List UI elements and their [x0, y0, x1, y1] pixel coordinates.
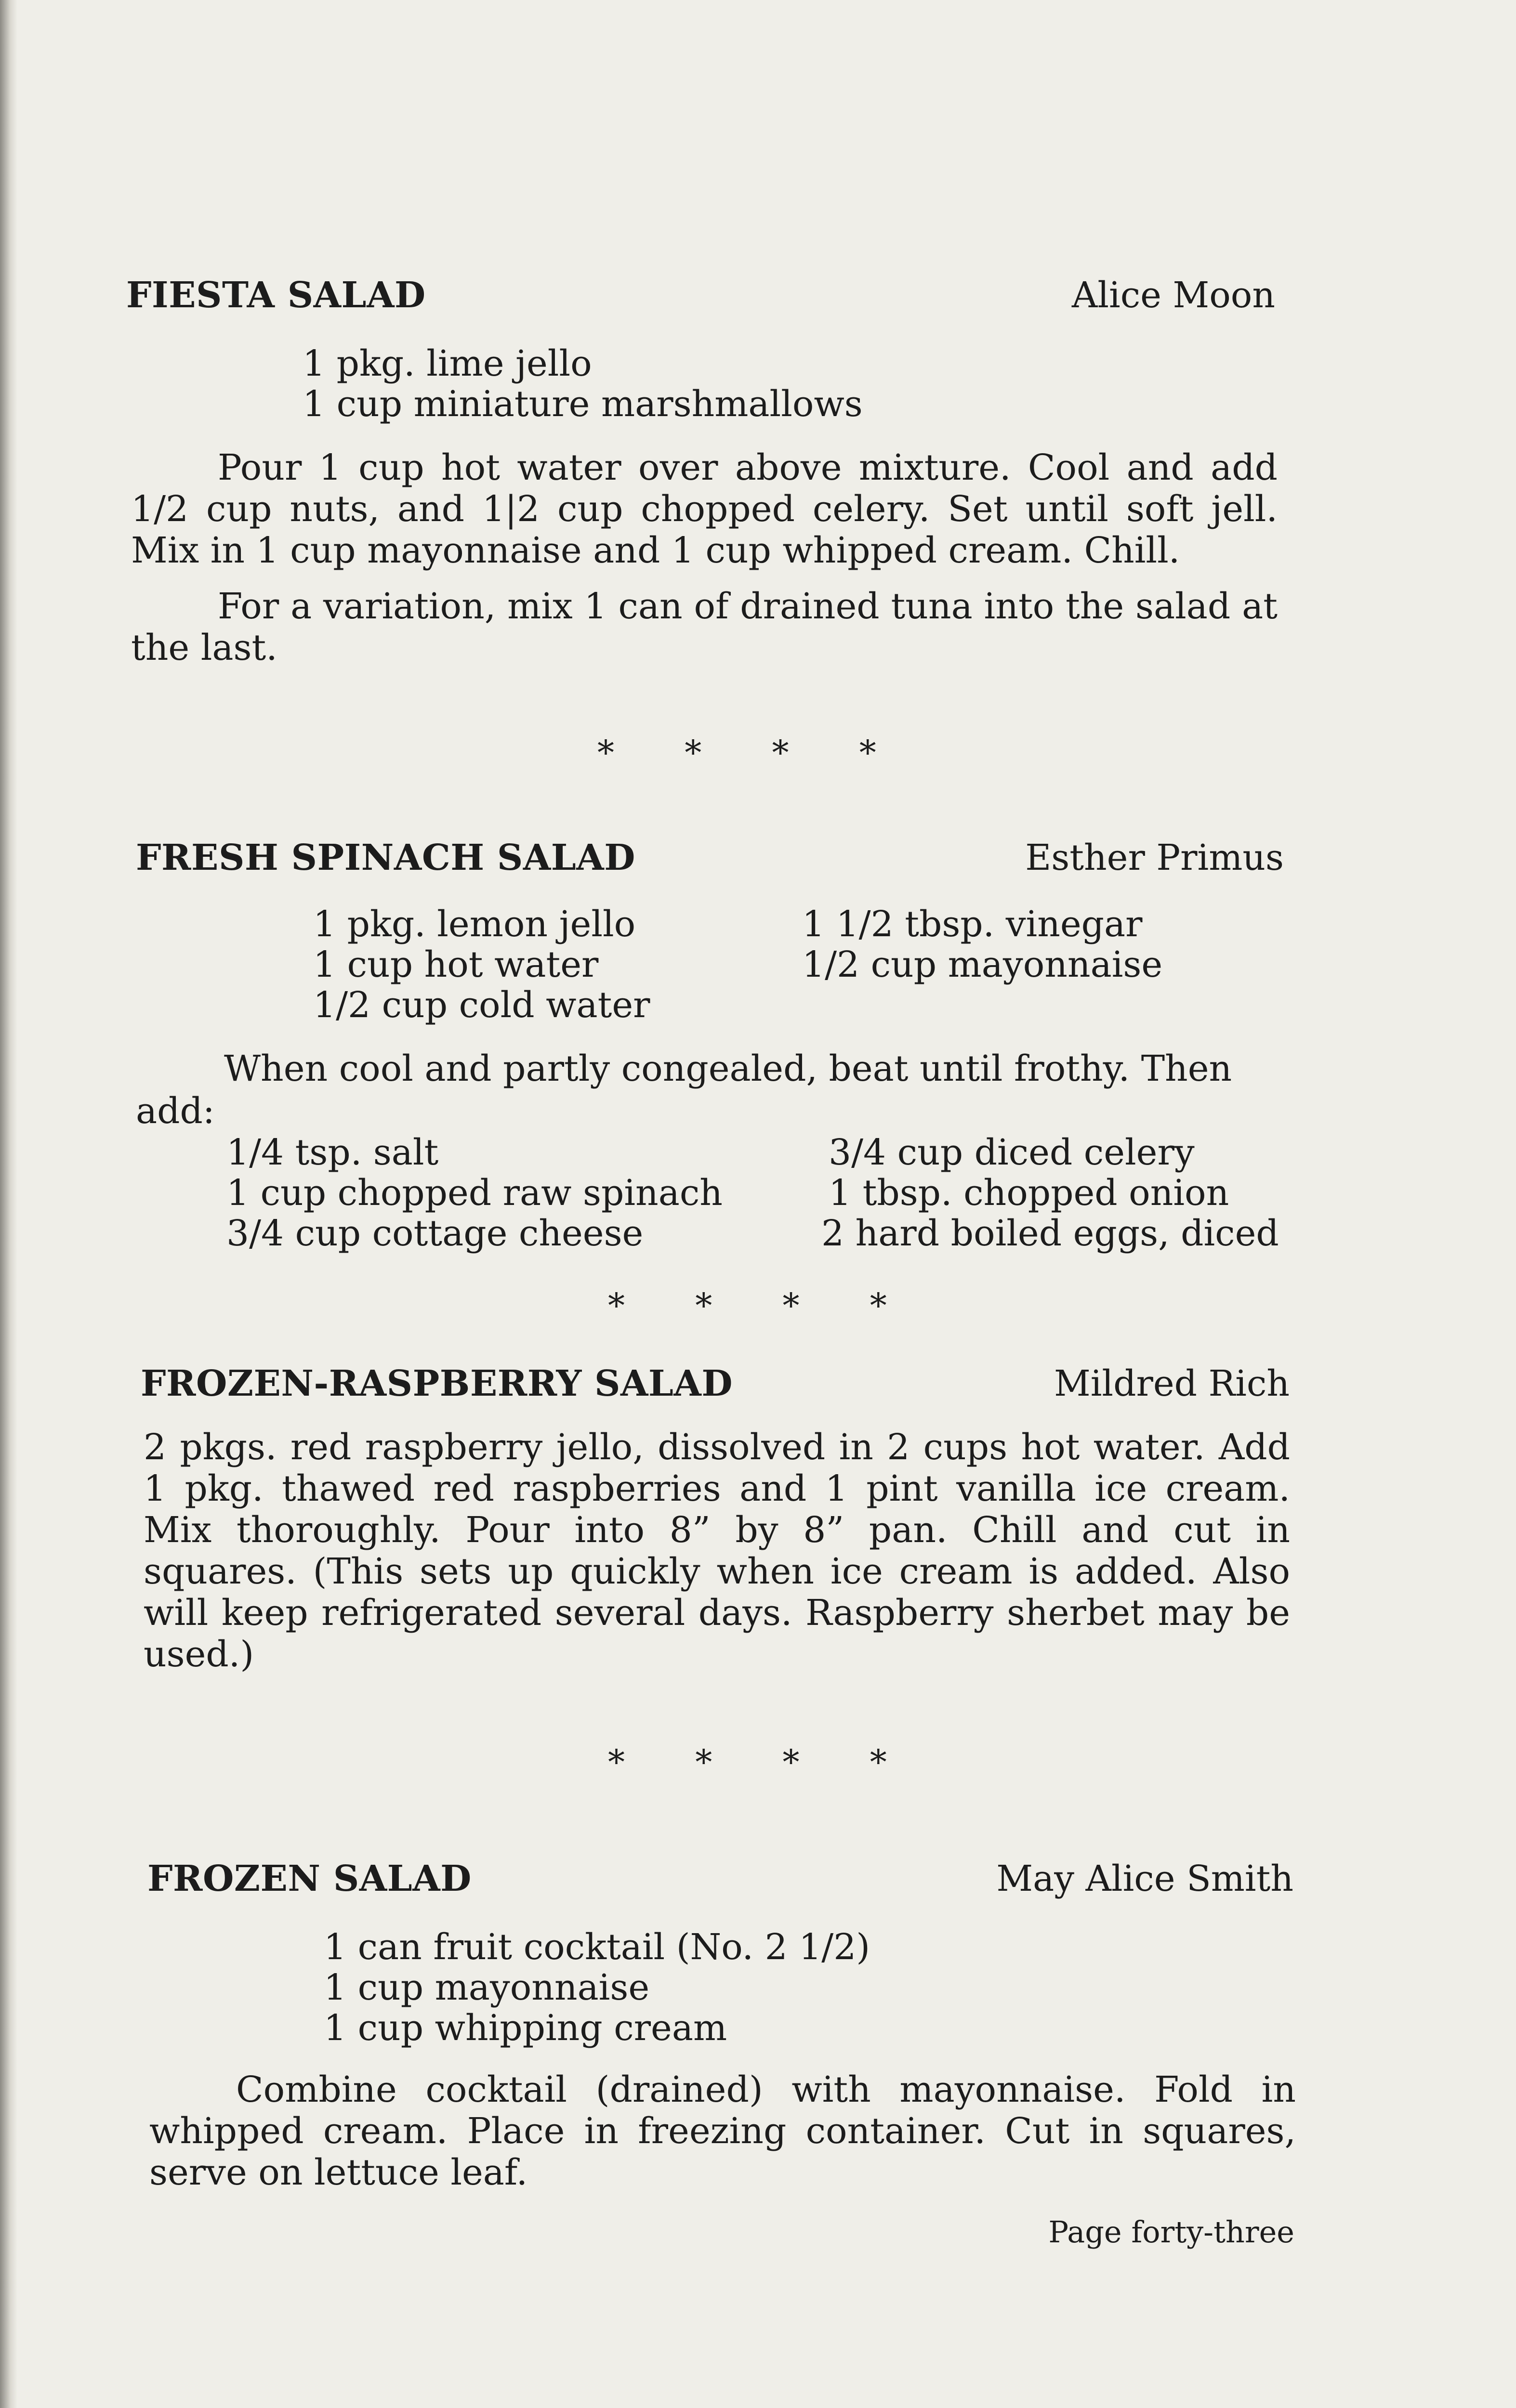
- recipe-title-fresh-spinach-salad: FRESH SPINACH SALAD: [136, 837, 635, 878]
- ingredient-line: 1 cup whipping cream: [324, 2007, 727, 2049]
- directions-paragraph: Pour 1 cup hot water over above mixture. Cool and add 1/2 cup nuts, and 1|2 cup chopped celery. Set until soft jell. Mix in 1 cup mayonnaise and 1 cup whipped cream. Chill.: [131, 447, 1278, 571]
- ingredient-line: 2 hard boiled eggs, diced: [821, 1213, 1279, 1254]
- section-separator: * * * *: [608, 1742, 917, 1782]
- ingredient-line: 1/4 tsp. salt: [226, 1132, 439, 1173]
- recipe-directions-frozen-raspberry-salad: [144, 1426, 1290, 1675]
- recipe-title-fiesta-salad: FIESTA SALAD: [126, 275, 426, 316]
- ingredient-line: 1 cup miniature marshmallows: [303, 383, 863, 425]
- section-separator: * * * *: [597, 733, 906, 772]
- page-number: Page forty-three: [1048, 2214, 1294, 2250]
- directions-line: add:: [136, 1090, 215, 1132]
- ingredient-line: 1 cup mayonnaise: [324, 1967, 650, 2008]
- directions-line: When cool and partly congealed, beat until frothy. Then: [224, 1048, 1232, 1089]
- directions-paragraph: For a variation, mix 1 can of drained tuna into the salad at the last.: [131, 586, 1278, 668]
- recipe-directions-fiesta-salad: [131, 447, 1278, 668]
- page-edge-shadow: [0, 0, 17, 2408]
- recipe-author-fresh-spinach-salad: Esther Primus: [1025, 837, 1284, 878]
- directions-paragraph: Combine cocktail (drained) with mayonnaise. Fold in whipped cream. Place in freezing container. Cut in squares, serve on lettuce leaf.: [149, 2069, 1296, 2193]
- ingredient-line: 1 pkg. lemon jello: [313, 903, 636, 945]
- ingredient-line: 1 1/2 tbsp. vinegar: [802, 903, 1143, 945]
- section-separator: * * * *: [608, 1286, 917, 1325]
- recipe-author-frozen-salad: May Alice Smith: [996, 1858, 1293, 1899]
- recipe-title-frozen-raspberry-salad: FROZEN-RASPBERRY SALAD: [141, 1363, 733, 1404]
- ingredient-line: 1/2 cup mayonnaise: [802, 944, 1163, 985]
- ingredient-line: 1 cup chopped raw spinach: [226, 1172, 723, 1214]
- recipe-directions-frozen-salad: [149, 2069, 1296, 2193]
- ingredient-line: 3/4 cup diced celery: [829, 1132, 1195, 1173]
- ingredient-line: 3/4 cup cottage cheese: [226, 1213, 644, 1254]
- ingredient-line: 1 cup hot water: [313, 944, 599, 985]
- ingredient-line: 1 pkg. lime jello: [303, 343, 592, 384]
- recipe-author-fiesta-salad: Alice Moon: [1071, 275, 1275, 316]
- recipe-title-frozen-salad: FROZEN SALAD: [147, 1858, 472, 1899]
- ingredient-line: 1 tbsp. chopped onion: [829, 1172, 1229, 1214]
- ingredient-line: 1/2 cup cold water: [313, 984, 650, 1026]
- directions-paragraph: 2 pkgs. red raspberry jello, dissolved in 2 cups hot water. Add 1 pkg. thawed red raspberries and 1 pint vanilla ice cream. Mix thoroughly. Pour into 8” by 8” pan. Chill and cut in squares. (This sets up quickly when ice cream is added. Also will keep refrigerated several days. Raspberry sherbet may be used.): [144, 1426, 1290, 1675]
- ingredient-line: 1 can fruit cocktail (No. 2 1/2): [324, 1926, 870, 1968]
- recipe-author-frozen-raspberry-salad: Mildred Rich: [1054, 1363, 1290, 1404]
